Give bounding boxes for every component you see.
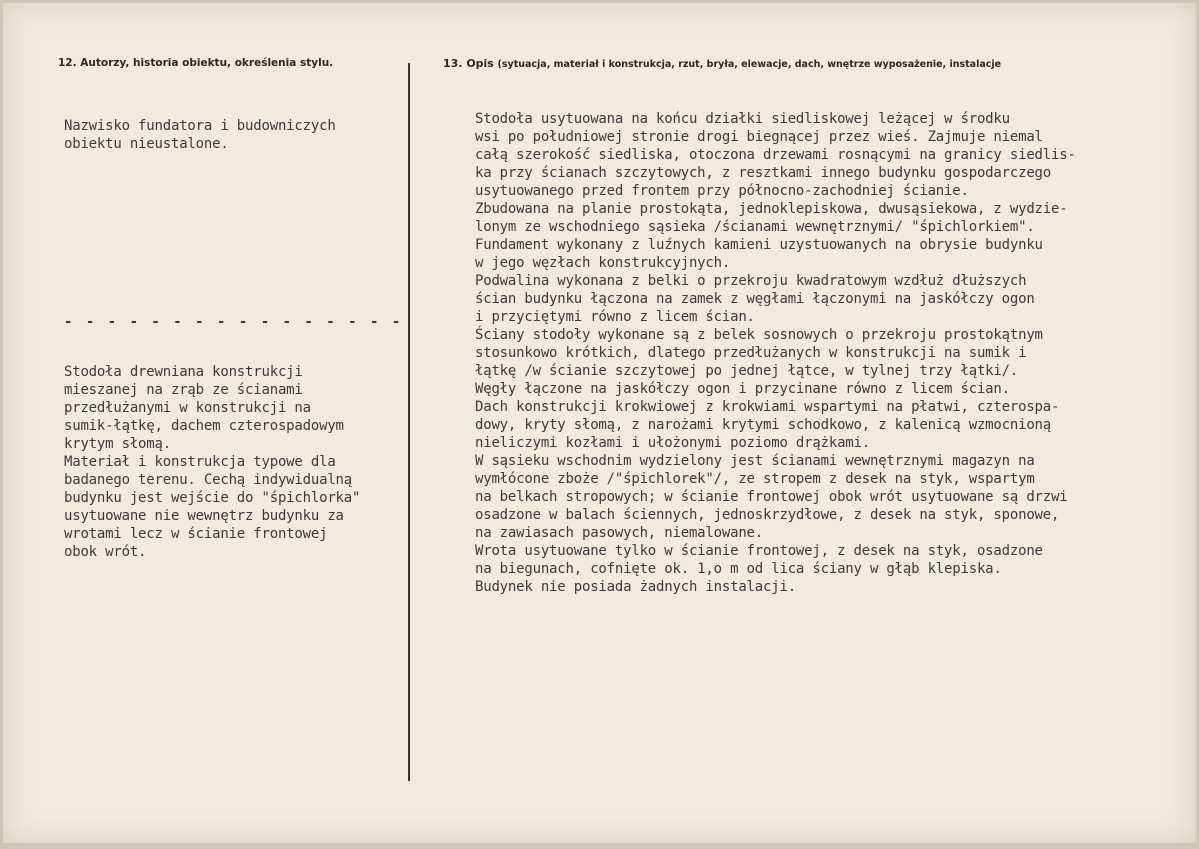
description-text-line: ka przy ścianach szczytowych, z resztkami innego budynku gospodarczego bbox=[475, 165, 1052, 181]
section-12-header bbox=[58, 57, 333, 69]
description-text-line: na biegunach, cofnięte ok. 1,o m od lica ściany w głąb klepiska. bbox=[475, 561, 1002, 577]
description-text-line: wsi po południowej stronie drogi biegnącej przez wieś. Zajmuje niemal bbox=[475, 129, 1043, 145]
description-text-line: dowy, kryty słomą, z narożami krytymi schodkowo, z kalenicą wzmocnioną bbox=[475, 417, 1052, 433]
description-text-line: Węgły łączone na jaskółczy ogon i przycinane równo z licem ścian. bbox=[475, 381, 1010, 397]
style-text-line: krytym słomą. bbox=[64, 436, 171, 452]
column-divider bbox=[408, 63, 410, 781]
style-text-line: obok wrót. bbox=[64, 544, 147, 560]
style-text-line: przedłużanymi w konstrukcji na bbox=[64, 400, 311, 416]
description-text-line: nieliczymi kozłami i ułożonymi poziomo drążkami. bbox=[475, 435, 870, 451]
authors-text-line: obiektu nieustalone. bbox=[64, 136, 229, 152]
description-text-line: Dach konstrukcji krokwiowej z krokwiami wspartymi na płatwi, czterospa- bbox=[475, 399, 1060, 415]
description-text-line: na belkach stropowych; w ścianie frontowej obok wrót usytuowane są drzwi bbox=[475, 489, 1068, 505]
description-text-line: Stodoła usytuowana na końcu działki siedliskowej leżącej w środku bbox=[475, 111, 1010, 127]
description-text-line: na zawiasach pasowych, niemalowane. bbox=[475, 525, 764, 541]
style-text bbox=[64, 363, 360, 561]
section-13-title: 13. Opis bbox=[443, 57, 494, 70]
style-text-line: Materiał i konstrukcja typowe dla bbox=[64, 454, 336, 470]
section-12-title: 12. Autorzy, historia obiektu, określenia stylu. bbox=[58, 57, 334, 69]
document-page bbox=[3, 3, 1196, 843]
section-13-header bbox=[443, 57, 1001, 70]
description-text-line: całą szerokość siedliska, otoczona drzewami rosnącymi na granicy siedlis- bbox=[475, 147, 1076, 163]
section-13-subtitle: (sytuacja, materiał i konstrukcja, rzut, bryła, elewacje, dach, wnętrze wyposażenie, instalacje bbox=[497, 59, 1002, 70]
description-text-line: Ściany stodoły wykonane są z belek sosnowych o przekroju prostokątnym bbox=[475, 327, 1043, 343]
style-text-line: budynku jest wejście do "śpichlorka" bbox=[64, 490, 361, 506]
dashed-separator: - - - - - - - - - - - - - - - - bbox=[64, 314, 403, 330]
authors-text-line: Nazwisko fundatora i budowniczych bbox=[64, 118, 336, 134]
style-text-line: mieszanej na zrąb ze ścianami bbox=[64, 382, 303, 398]
authors-text bbox=[64, 117, 336, 153]
description-text-line: wymłócone zboże /"śpichlorek"/, ze stropem z desek na styk, wspartym bbox=[475, 471, 1035, 487]
description-text-line: ścian budynku łączona na zamek z węgłami łączonymi na jaskółczy ogon bbox=[475, 291, 1035, 307]
description-text-line: Zbudowana na planie prostokąta, jednoklepiskowa, dwusąsiekowa, z wydzie- bbox=[475, 201, 1068, 217]
description-text-line: Budynek nie posiada żadnych instalacji. bbox=[475, 579, 796, 595]
description-text-line: usytuowanego przed frontem przy północno-zachodniej ścianie. bbox=[475, 183, 969, 199]
style-text-line: usytuowane nie wewnętrz budynku za bbox=[64, 508, 344, 524]
style-text-line: badanego terenu. Cechą indywidualną bbox=[64, 472, 353, 488]
description-text-line: Wrota usytuowane tylko w ścianie frontowej, z desek na styk, osadzone bbox=[475, 543, 1043, 559]
description-text-line: łątkę /w ścianie szczytowej po jednej łątce, w tylnej trzy łątki/. bbox=[475, 363, 1019, 379]
description-text-line: lonym ze wschodniego sąsieka /ścianami wewnętrznymi/ "śpichlorkiem". bbox=[475, 219, 1035, 235]
description-text bbox=[475, 110, 1076, 596]
description-text-line: osadzone w balach ściennych, jednoskrzydłowe, z desek na styk, sponowe, bbox=[475, 507, 1060, 523]
description-text-line: i przyciętymi równo z licem ścian. bbox=[475, 309, 755, 325]
style-text-line: wrotami lecz w ścianie frontowej bbox=[64, 526, 328, 542]
description-text-line: w jego węzłach konstrukcyjnych. bbox=[475, 255, 731, 271]
style-text-line: Stodoła drewniana konstrukcji bbox=[64, 364, 303, 380]
description-text-line: Fundament wykonany z luźnych kamieni uzystuowanych na obrysie budynku bbox=[475, 237, 1043, 253]
style-text-line: sumik-łątkę, dachem czterospadowym bbox=[64, 418, 344, 434]
description-text-line: Podwalina wykonana z belki o przekroju kwadratowym wzdłuż dłuższych bbox=[475, 273, 1027, 289]
description-text-line: stosunkowo krótkich, dlatego przedłużanych w konstrukcji na sumik i bbox=[475, 345, 1027, 361]
description-text-line: W sąsieku wschodnim wydzielony jest ścianami wewnętrznymi magazyn na bbox=[475, 453, 1035, 469]
